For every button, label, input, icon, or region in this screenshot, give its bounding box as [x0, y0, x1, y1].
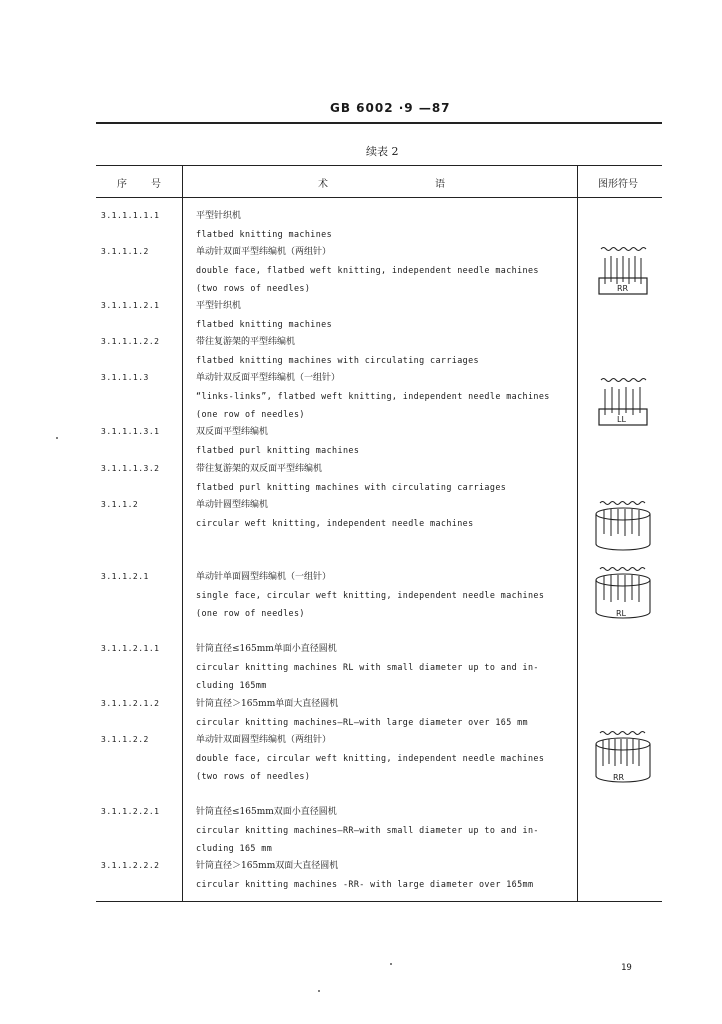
flatbed-double-needle-symbol	[595, 244, 651, 298]
term-en-note: cluding 165mm	[196, 680, 267, 690]
entry-number: 3.1.1.1.2.2	[101, 337, 160, 346]
term-en: circular knitting machines RL with small diameter up to and in-	[196, 662, 539, 672]
term-en: circular knitting machines—RR—with small diameter up to and in-	[196, 825, 539, 835]
term-zh: 单动针双反面平型纬编机（一组针）	[196, 373, 341, 383]
symbol-label: RR	[617, 284, 629, 293]
term-zh: 针筒直径＞165mm双面大直径圆机	[196, 861, 339, 871]
term-en-note: (two rows of needles)	[196, 283, 311, 293]
term-en: double face, circular weft knitting, independent needle machines	[196, 753, 545, 763]
circular-double-face-symbol	[592, 728, 654, 788]
column-divider-seq-term	[182, 165, 183, 902]
term-zh: 针筒直径＞165mm单面大直径圆机	[196, 699, 339, 709]
entry-number: 3.1.1.1.1.1	[101, 211, 160, 220]
term-en: flatbed knitting machines	[196, 229, 333, 239]
entry-number: 3.1.1.2.2.2	[101, 861, 160, 870]
entry-number: 3.1.1.1.2.1	[101, 301, 160, 310]
entry-number: 3.1.1.2.1.2	[101, 699, 160, 708]
term-en: flatbed purl knitting machines	[196, 445, 360, 455]
circular-single-face-symbol	[592, 564, 654, 624]
page-number: 19	[621, 963, 632, 973]
column-header-symbol: 图形符号	[598, 179, 638, 190]
term-en: circular knitting machines -RR- with large diameter over 165mm	[196, 879, 534, 889]
entry-number: 3.1.1.2.1.1	[101, 644, 160, 653]
standard-code: GB 6002 ·9 —87	[330, 101, 451, 115]
term-en: single face, circular weft knitting, independent needle machines	[196, 590, 545, 600]
entry-number: 3.1.1.2	[101, 500, 139, 509]
term-en: double face, flatbed weft knitting, independent needle machines	[196, 265, 539, 275]
term-zh: 单动针双面圆型纬编机（两组针）	[196, 735, 332, 745]
term-zh: 单动针单面圆型纬编机（一组针）	[196, 572, 332, 582]
entry-number: 3.1.1.2.2.1	[101, 807, 160, 816]
term-en: flatbed knitting machines	[196, 319, 333, 329]
term-zh: 单动针圆型纬编机	[196, 500, 269, 510]
table-title: 续表 2	[366, 145, 399, 158]
circular-machine-symbol	[592, 498, 654, 556]
entry-number: 3.1.1.1.3.1	[101, 427, 160, 436]
term-zh: 针筒直径≤165mm单面小直径圆机	[196, 644, 337, 654]
column-header-seq-a: 序	[117, 179, 127, 190]
symbol-label: RR	[613, 773, 625, 782]
column-header-term-b: 语	[435, 179, 445, 190]
term-zh: 单动针双面平型纬编机（两组针）	[196, 247, 332, 257]
term-zh: 平型针织机	[196, 301, 242, 311]
scan-speck	[390, 963, 392, 965]
column-header-seq-b: 号	[151, 179, 161, 190]
scan-speck	[318, 990, 320, 992]
entry-number: 3.1.1.1.2	[101, 247, 149, 256]
scan-speck	[56, 437, 58, 439]
column-header-term-a: 术	[318, 179, 328, 190]
term-en-note: (one row of needles)	[196, 608, 305, 618]
header-rule	[96, 122, 662, 124]
term-zh: 平型针织机	[196, 211, 242, 221]
term-zh: 带往复游架的双反面平型纬编机	[196, 464, 323, 474]
term-en-note: (two rows of needles)	[196, 771, 311, 781]
term-en-note: (one row of needles)	[196, 409, 305, 419]
term-en-note: cluding 165 mm	[196, 843, 273, 853]
term-en: flatbed purl knitting machines with circulating carriages	[196, 482, 507, 492]
symbol-label: RL	[616, 609, 627, 618]
entry-number: 3.1.1.1.3.2	[101, 464, 160, 473]
term-en: “links-links”, flatbed weft knitting, independent needle machines	[196, 391, 550, 401]
term-zh: 带往复游架的平型纬编机	[196, 337, 296, 347]
flatbed-purl-symbol	[595, 375, 651, 429]
term-zh: 双反面平型纬编机	[196, 427, 269, 437]
symbol-label: LL	[617, 415, 626, 424]
term-en: circular knitting machines—RL—with large diameter over 165 mm	[196, 717, 528, 727]
term-zh: 针筒直径≤165mm双面小直径圆机	[196, 807, 337, 817]
entry-number: 3.1.1.2.1	[101, 572, 149, 581]
entry-number: 3.1.1.2.2	[101, 735, 149, 744]
term-en: flatbed knitting machines with circulating carriages	[196, 355, 479, 365]
entry-number: 3.1.1.1.3	[101, 373, 149, 382]
term-en: circular weft knitting, independent needle machines	[196, 518, 474, 528]
